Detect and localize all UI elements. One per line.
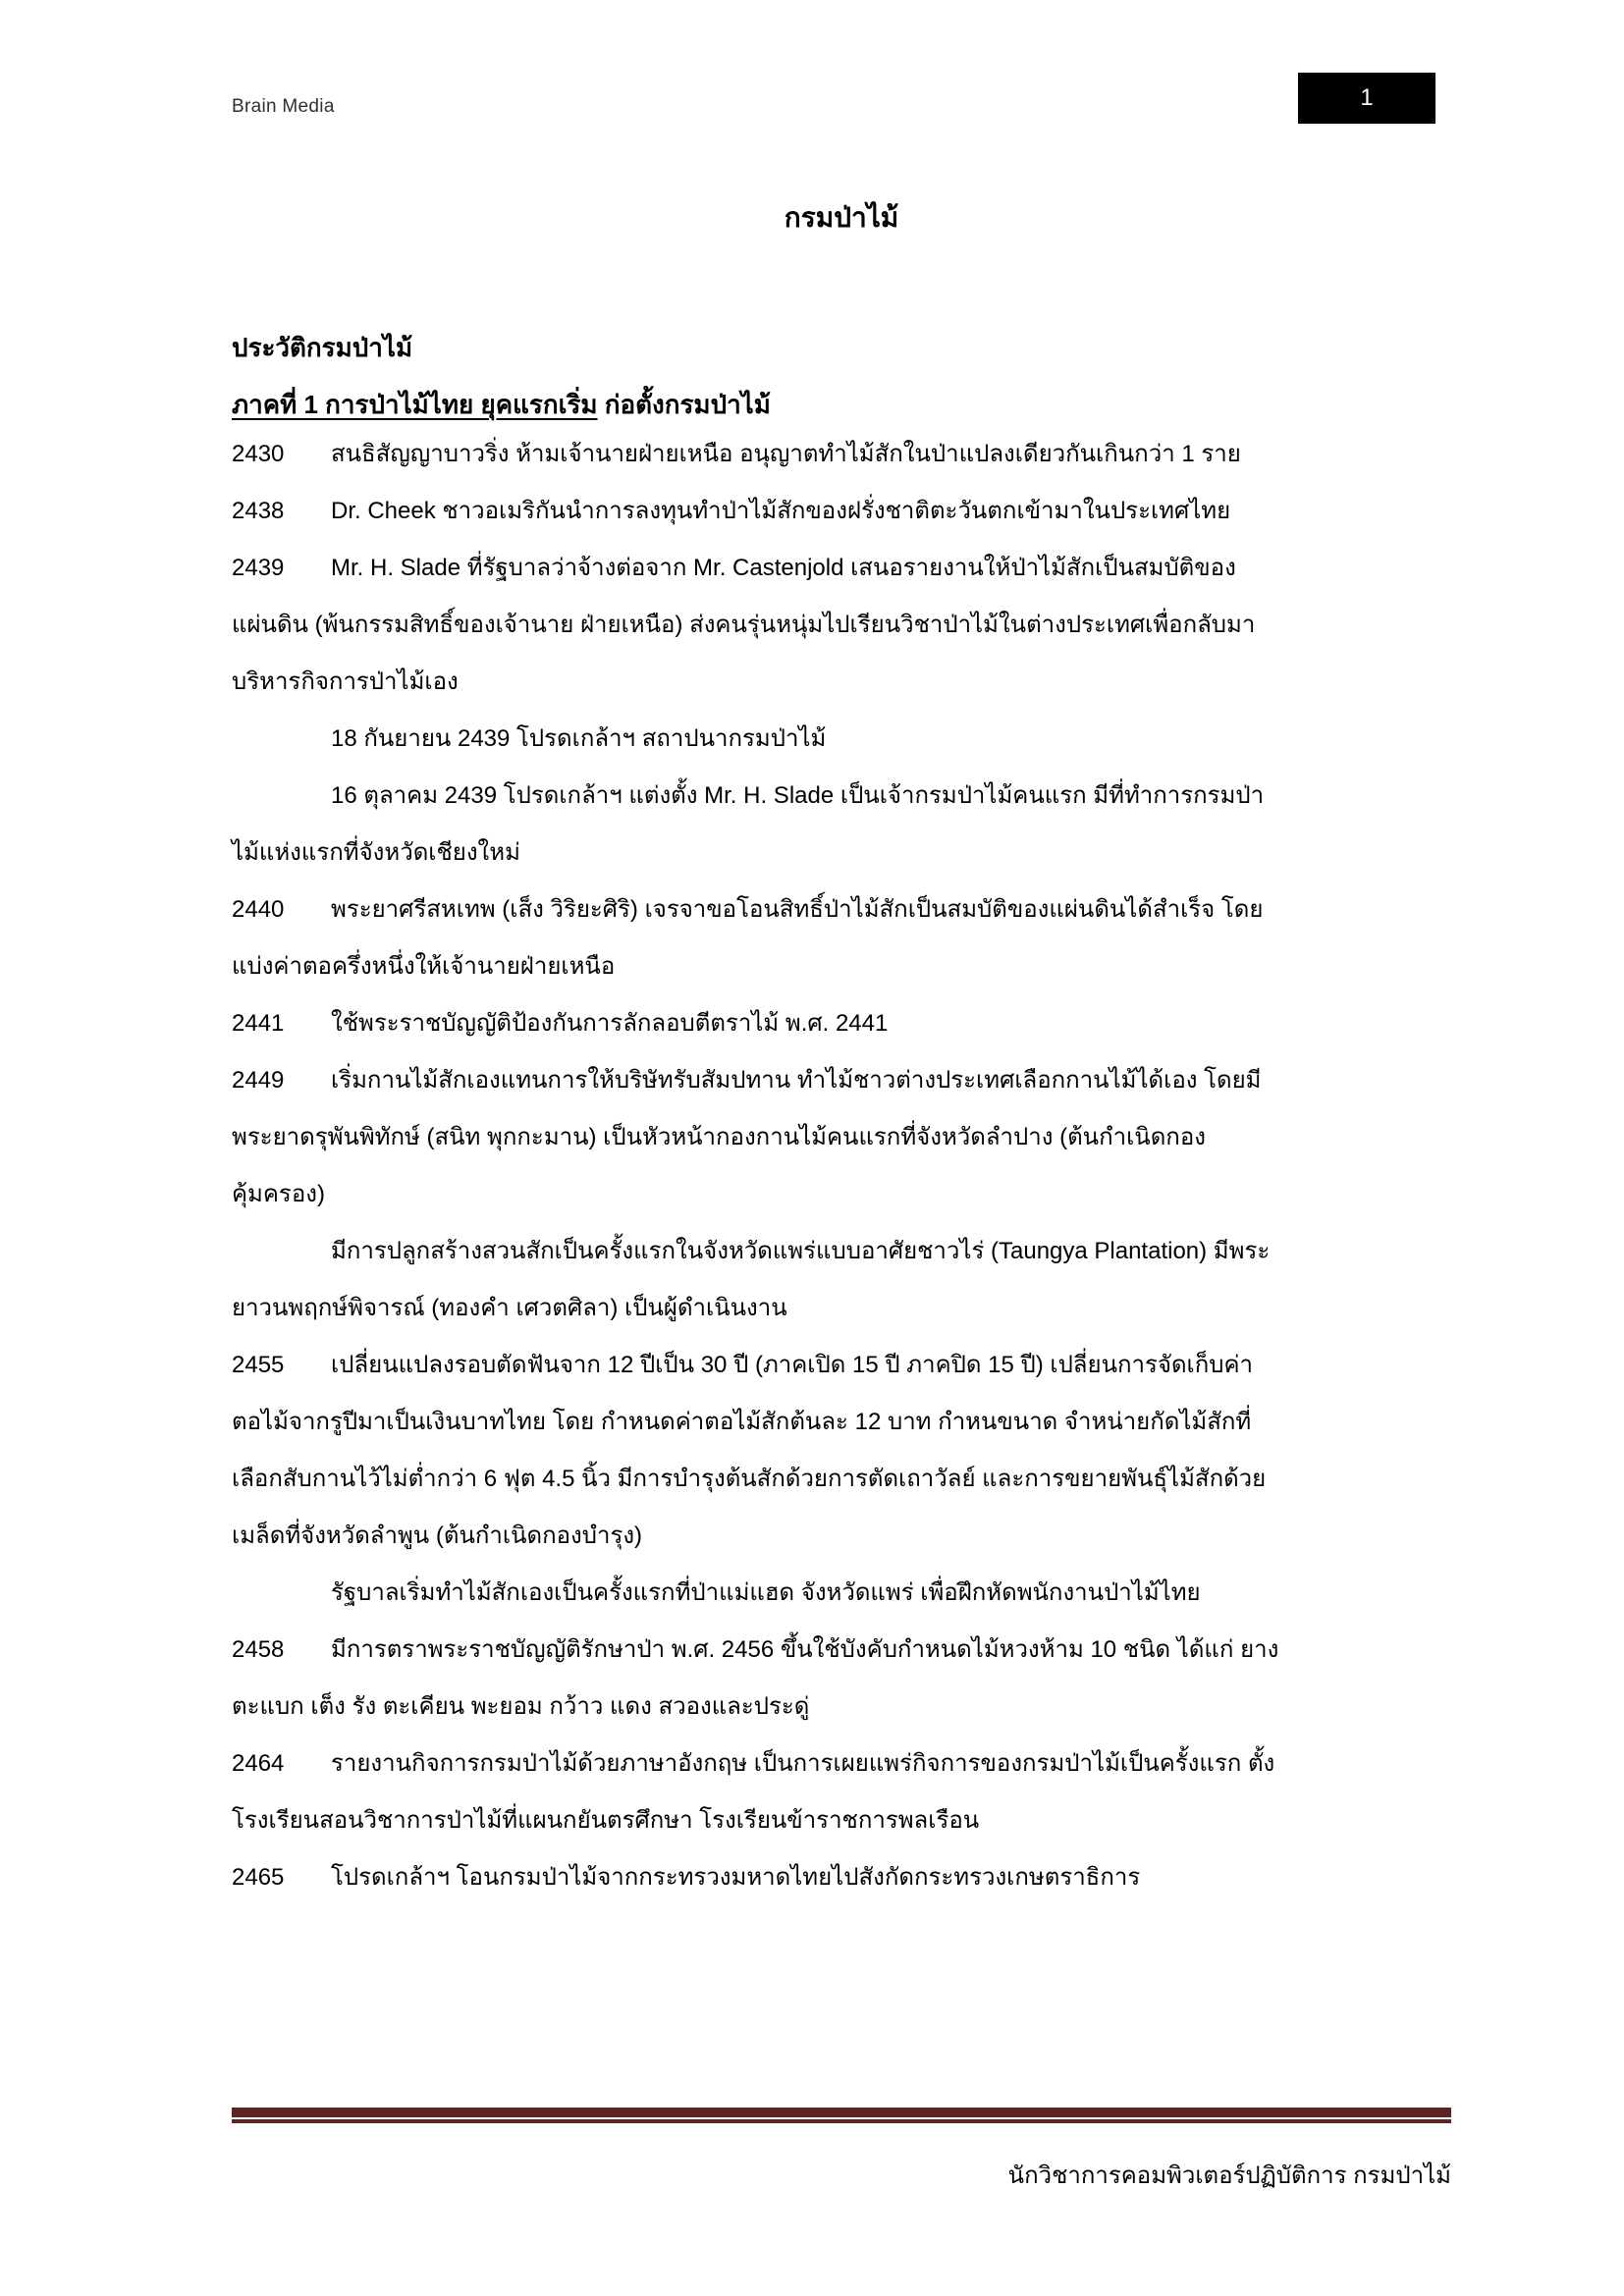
text-line: [232, 1223, 1469, 1280]
text-line: [232, 1451, 1469, 1508]
line-text: 18 กันยายน 2439 โปรดเกล้าฯ สถาปนากรมป่าไม้: [331, 725, 827, 752]
text-line: [232, 711, 1469, 768]
footer-rule: [232, 2108, 1451, 2123]
text-line: [232, 995, 1469, 1052]
text-line: [232, 654, 1469, 711]
line-text: สนธิสัญญาบาวริ่ง ห้ามเจ้านายฝ่ายเหนือ อนุญาตทำไม้สักในป่าแปลงเดียวกันเกินกว่า 1 ราย: [331, 441, 1241, 467]
year-label: 2465: [232, 1864, 285, 1891]
year-label: 2455: [232, 1352, 285, 1378]
part-heading: [232, 385, 771, 425]
text-line: [232, 1052, 1469, 1109]
line-text: ไม้แห่งแรกที่จังหวัดเชียงใหม่: [232, 839, 520, 866]
year-label: 2430: [232, 441, 285, 467]
line-text: Dr. Cheek ชาวอเมริกันนำการลงทุนทำป่าไม้สักของฝรั่งชาติตะวันตกเข้ามาในประเทศไทย: [331, 498, 1231, 524]
year-label: 2458: [232, 1636, 285, 1663]
line-text: คุ้มครอง): [232, 1181, 325, 1207]
text-line: [232, 1622, 1469, 1679]
line-text: ตอไม้จากรูปีมาเป็นเงินบาทไทย โดย กำหนดค่าตอไม้สักต้นละ 12 บาท กำหนขนาด จำหน่ายกัดไม้สักที่: [232, 1409, 1252, 1435]
year-label: 2440: [232, 896, 285, 923]
text-line: [232, 597, 1469, 654]
line-text: Mr. H. Slade ที่รัฐบาลว่าจ้างต่อจาก Mr. Castenjold เสนอรายงานให้ป่าไม้สักเป็นสมบัติของ: [331, 555, 1236, 581]
line-text: ใช้พระราชบัญญัติป้องกันการลักลอบตีตราไม้ พ.ศ. 2441: [331, 1010, 889, 1037]
text-line: [232, 540, 1469, 597]
line-text: พระยาดรุพันพิทักษ์ (สนิท พุกกะมาน) เป็นหัวหน้ากองกานไม้คนแรกที่จังหวัดลำปาง (ต้นกำเนิดกอง: [232, 1124, 1206, 1150]
timeline: [232, 426, 1469, 1906]
line-text: แบ่งค่าตอครึ่งหนึ่งให้เจ้านายฝ่ายเหนือ: [232, 953, 616, 980]
year-label: 2464: [232, 1750, 285, 1777]
text-line: [232, 825, 1469, 881]
footer-rule-thin: [232, 2119, 1451, 2123]
line-text: มีการตราพระราชบัญญัติรักษาป่า พ.ศ. 2456 ขึ้นใช้บังคับกำหนดไม้หวงห้าม 10 ชนิด ได้แก่ ยาง: [331, 1636, 1279, 1663]
text-line: [232, 1280, 1469, 1337]
line-text: เมล็ดที่จังหวัดลำพูน (ต้นกำเนิดกองบำรุง): [232, 1522, 643, 1549]
page-number: 1: [1360, 84, 1374, 111]
header-brand-label: Brain Media: [232, 96, 335, 117]
page-number-box: [1298, 73, 1435, 124]
line-text: เริ่มกานไม้สักเองแทนการให้บริษัทรับสัมปทาน ทำไม้ชาวต่างประเทศเลือกกานไม้ได้เอง โดยมี: [331, 1067, 1262, 1094]
text-line: [232, 1565, 1469, 1622]
text-line: [232, 1849, 1469, 1906]
line-text: บริหารกิจการป่าไม้เอง: [232, 668, 459, 695]
footer-rule-thick: [232, 2108, 1451, 2117]
part-heading-underlined: ภาคที่ 1 การป่าไม้ไทย ยุคแรกเริ่ม: [232, 390, 598, 419]
line-text: เปลี่ยนแปลงรอบตัดฟันจาก 12 ปีเป็น 30 ปี (ภาคเปิด 15 ปี ภาคปิด 15 ปี) เปลี่ยนการจัดเก็บค่า: [331, 1352, 1254, 1378]
year-label: 2439: [232, 555, 285, 581]
line-text: มีการปลูกสร้างสวนสักเป็นครั้งแรกในจังหวัดแพร่แบบอาศัยชาวไร่ (Taungya Plantation) มีพระ: [331, 1238, 1271, 1264]
text-line: [232, 938, 1469, 995]
text-line: [232, 1394, 1469, 1451]
line-text: ตะแบก เต็ง รัง ตะเคียน พะยอม กว้าว แดง สวองและประดู่: [232, 1693, 810, 1720]
line-text: โรงเรียนสอนวิชาการป่าไม้ที่แผนกยันตรศึกษา โรงเรียนข้าราชการพลเรือน: [232, 1807, 980, 1834]
text-line: [232, 426, 1469, 483]
year-label: 2449: [232, 1067, 285, 1094]
section-heading: ประวัติกรมป่าไม้: [232, 333, 413, 362]
text-line: [232, 1508, 1469, 1565]
text-line: [232, 483, 1469, 540]
line-text: โปรดเกล้าฯ โอนกรมป่าไม้จากกระทรวงมหาดไทยไปสังกัดกระทรวงเกษตราธิการ: [331, 1864, 1141, 1891]
part-heading-rest: ก่อตั้งกรมป่าไม้: [597, 390, 771, 419]
footer-text: นักวิชาการคอมพิวเตอร์ปฏิบัติการ กรมป่าไม้: [1007, 2163, 1451, 2189]
text-line: [232, 1166, 1469, 1223]
text-line: [232, 1109, 1469, 1166]
line-text: เลือกสับกานไว้ไม่ต่ำกว่า 6 ฟุต 4.5 นิ้ว มีการบำรุงต้นสักด้วยการตัดเถาวัลย์ และการขยายพันธุ์ไม้สักด้วย: [232, 1466, 1267, 1492]
line-text: รัฐบาลเริ่มทำไม้สักเองเป็นครั้งแรกที่ป่าแม่แฮด จังหวัดแพร่ เพื่อฝึกหัดพนักงานป่าไม้ไทย: [331, 1579, 1201, 1606]
line-text: พระยาศรีสหเทพ (เส็ง วิริยะศิริ) เจรจาขอโอนสิทธิ์ป่าไม้สักเป็นสมบัติของแผ่นดินได้สำเร็จ โดย: [331, 896, 1264, 923]
text-line: [232, 1735, 1469, 1792]
text-line: [232, 1337, 1469, 1394]
line-text: รายงานกิจการกรมป่าไม้ด้วยภาษาอังกฤษ เป็นการเผยแพร่กิจการของกรมป่าไม้เป็นครั้งแรก ตั้ง: [331, 1750, 1275, 1777]
line-text: ยาวนพฤกษ์พิจารณ์ (ทองคำ เศวตศิลา) เป็นผู้ดำเนินงาน: [232, 1295, 787, 1321]
document-title: กรมป่าไม้: [784, 202, 899, 233]
text-line: [232, 1679, 1469, 1735]
year-label: 2438: [232, 498, 285, 524]
line-text: แผ่นดิน (พ้นกรรมสิทธิ์ของเจ้านาย ฝ่ายเหนือ) ส่งคนรุ่นหนุ่มไปเรียนวิชาป่าไม้ในต่างประเทศเพื่อกลับมา: [232, 612, 1256, 638]
text-line: [232, 768, 1469, 825]
line-text: 16 ตุลาคม 2439 โปรดเกล้าฯ แต่งตั้ง Mr. H. Slade เป็นเจ้ากรมป่าไม้คนแรก มีที่ทำการกรมป่า: [331, 782, 1265, 809]
text-line: [232, 881, 1469, 938]
text-line: [232, 1792, 1469, 1849]
year-label: 2441: [232, 1010, 285, 1037]
